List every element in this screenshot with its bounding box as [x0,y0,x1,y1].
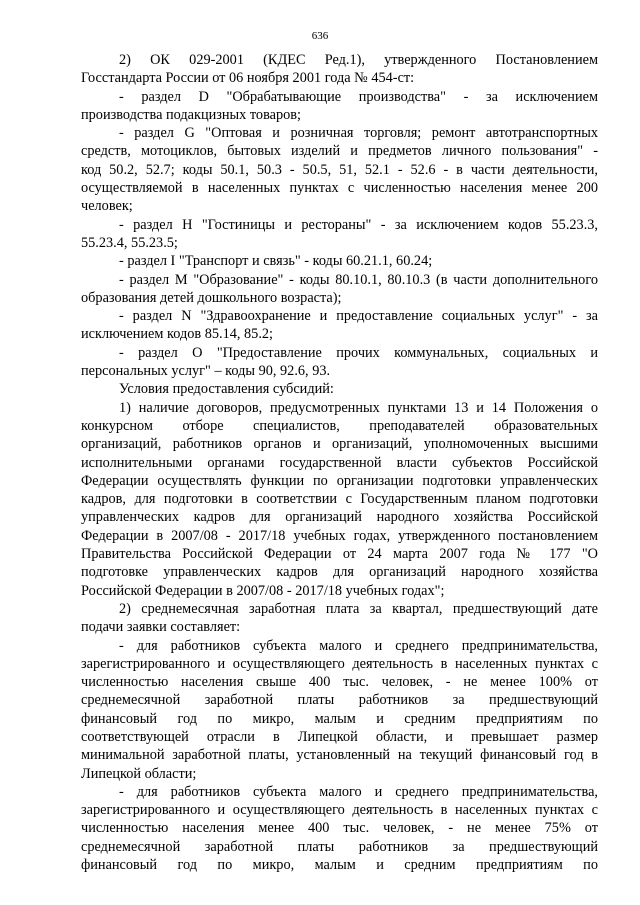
text-line: образования детей дошкольного возраста); [81,289,342,306]
text-line: исключением кодов 85.14, 85.2; [81,326,274,343]
text-line: 1) наличие договоров, предусмотренных пунктами 13 и 14 Положения о [119,399,598,416]
text-line: организаций, работников органов и организаций, уполномоченных высшими [81,436,598,453]
text-line: - раздел G "Оптовая и розничная торговля; ремонт автотранспортных [119,125,598,142]
text-line: подачи заявки составляет: [81,619,241,636]
text-line: Липецкой области; [81,765,197,782]
text-line: зарегистрированного и осуществляющего деятельность в населенных пунктах с [81,802,598,819]
text-line: - для работников субъекта малого и среднего предпринимательства, [119,637,598,654]
text-line: среднемесячной заработной платы работников за предшествующий [81,692,598,709]
text-line: зарегистрированного и осуществляющего деятельность в населенных пунктах с [81,655,598,672]
text-line: Госстандарта России от 06 ноября 2001 года № 454-ст: [81,70,415,87]
text-line: Российской Федерации в 2007/08 - 2017/18 учебных годах"; [81,582,445,599]
text-line: 2) среднемесячная заработная плата за квартал, предшествующий дате [119,600,598,617]
text-line: - раздел N "Здравоохранение и предоставление социальных услуг" - за [119,308,598,325]
text-line: Правительства Российской Федерации от 24 марта 2007 года № 177 "О [81,546,598,563]
text-line: численностью населения менее 400 тыс. человек, - не менее 75% от [81,820,598,837]
text-line: исполнительными органами государственной власти субъектов Российской [81,454,598,471]
text-line: конкурсном отборе специалистов, преподавателей образовательных [81,417,598,434]
document-body [81,51,598,874]
text-line: - раздел М "Образование" - коды 80.10.1, 80.10.3 (в части дополнительного [119,271,598,288]
text-line: 2) ОК 029-2001 (КДЕС Ред.1), утвержденного Постановлением [119,52,598,68]
text-line: - раздел О "Предоставление прочих коммунальных, социальных и [119,344,598,361]
text-line: производства подакцизных товаров; [81,106,302,123]
text-line: минимальной заработной платы, установленный на текущий финансовый год в [81,747,598,764]
text-line: управленческих кадров для организаций народного хозяйства Российской [81,509,598,526]
text-line: 55.23.4, 55.23.5; [81,234,178,251]
text-line: Федерации в 2007/08 - 2017/18 учебных годах, утвержденного постановлением [81,527,598,544]
text-line: осуществляемой в населенных пунктах с численностью населения менее 200 [81,180,598,197]
text-line: - раздел D "Обрабатывающие производства" - за исключением [119,88,598,105]
text-line: персональных услуг" – коды 90, 92.6, 93. [81,363,331,380]
text-line: среднемесячной заработной платы работников за предшествующий [81,838,598,855]
text-line: - раздел Н "Гостиницы и рестораны" - за исключением кодов 55.23.3, [119,216,598,233]
text-line: численностью населения свыше 400 тыс. человек, - не менее 100% от [81,674,598,691]
text-line: код 50.2, 52.7; коды 50.1, 50.3 - 50.5, 51, 52.1 - 52.6 - в части деятельности, [81,161,598,178]
text-line: человек; [81,198,133,215]
page-number: 636 [311,30,329,42]
text-line: - раздел I "Транспорт и связь" - коды 60.21.1, 60.24; [119,253,433,270]
text-line: финансовый год по микро, малым и средним предприятиям по [81,710,598,727]
text-line: Условия предоставления субсидий: [119,381,334,398]
text-line: финансовый год по микро, малым и средним предприятиям по [81,857,598,874]
text-line: соответствующей отрасли в Липецкой области, и превышает размер [81,728,598,745]
text-line: средств, мотоциклов, бытовых изделий и предметов личного пользования" - [81,143,598,160]
text-line: подготовке управленческих кадров для организаций народного хозяйства [81,564,598,581]
text-line: Федерации осуществлять функции по организации подготовки управленческих [81,472,598,489]
text-line: кадров, для подготовки в соответствии с Государственным планом подготовки [81,491,598,508]
text-line: - для работников субъекта малого и среднего предпринимательства, [119,783,598,800]
